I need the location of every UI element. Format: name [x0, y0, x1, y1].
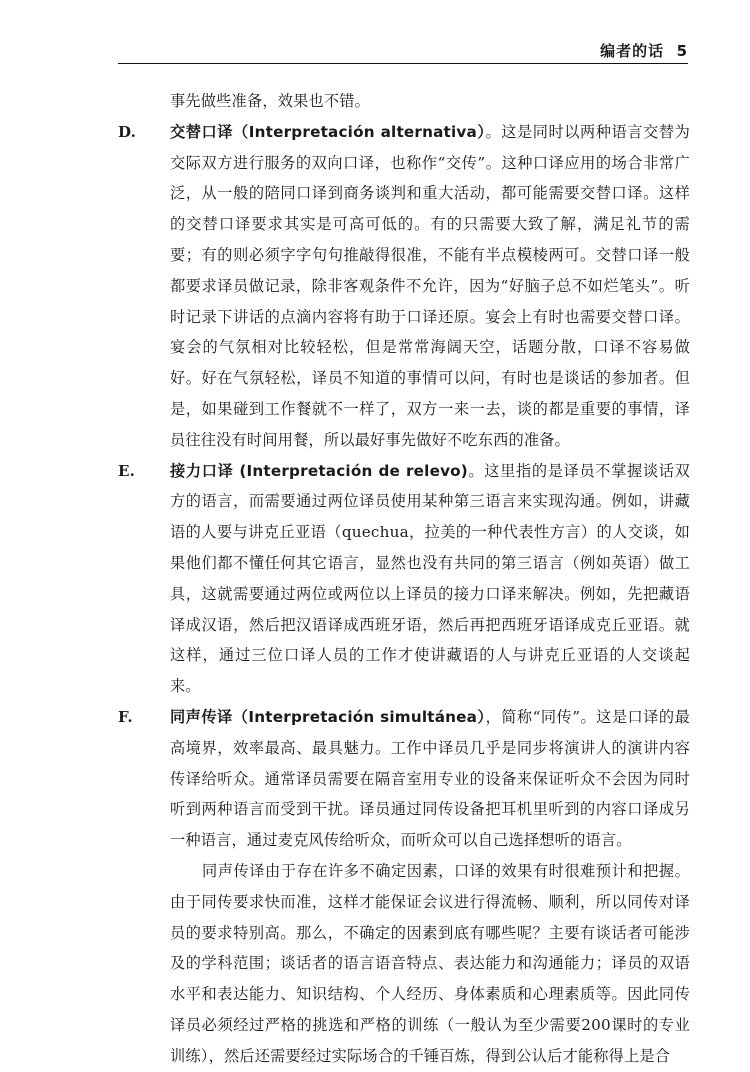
list-marker: E. — [118, 461, 136, 480]
list-item-e — [118, 456, 690, 702]
item-text: 。这是同时以两种语言交替为交际双方进行服务的双向口译，也称作“交传”。这种口译应用的场合非常广泛，从一般的陪同口译到商务谈判和重大活动，都可能需要交替口译。这样的交替口译要求其实是可高可低的。有的只需要大致了解，满足礼节的需要；有的则必须字字句句推敲得很准，不能有半点模棱两可。交替口译一般都要求译员做记录，除非客观条件不允许，因为“好脑子总不如烂笔头”。听时记录下讲话的点滴内容将有助于口译还原。宴会上有时也需要交替口译。宴会的气氛相对比较轻松，但是常常海阔天空，话题分散，口译不容易做好。好在气氛轻松，译员不知道的事情可以问，有时也是谈话的参加者。但是，如果碰到工作餐就不一样了，双方一来一去，谈的都是重要的事情，译员往往没有时间用餐，所以最好事先做好不吃东西的准备。 — [170, 122, 690, 449]
page-body — [118, 86, 690, 1072]
closing-paragraph: 同声传译由于存在许多不确定因素，口译的效果有时很难预计和把握。由于同传要求快而准，这样才能保证会议进行得流畅、顺利，所以同传对译员的要求特别高。那么，不确定的因素到底有哪些呢？主要有谈话者可能涉及的学科范围；谈话者的语言语音特点、表达能力和沟通能力；译员的双语水平和表达能力、知识结构、个人经历、身体素质和心理素质等。因此同传译员必须经过严格的挑选和严格的训练（一般认为至少需要200课时的专业训练），然后还需要经过实际场合的千锤百炼，得到公认后才能称得上是合 — [170, 861, 690, 1065]
intro-continuation: 事先做些准备，效果也不错。 — [170, 92, 371, 110]
running-header — [118, 40, 688, 64]
header-rule — [118, 63, 688, 64]
header-text — [600, 40, 688, 61]
page-number: 5 — [676, 42, 688, 60]
term-heading: 同声传译（Interpretación simultánea） — [170, 707, 486, 726]
list-marker: D. — [118, 122, 137, 141]
item-text: 。这里指的是译员不掌握谈话双方的语言，而需要通过两位译员使用某种第三语言来实现沟通。例如，讲藏语的人要与讲克丘亚语（quechua，拉美的一种代表性方言）的人交谈，如果他们都不懂任何其它语言，显然也没有共同的第三语言（例如英语）做工具，这就需要通过两位或两位以上译员的接力口译来解决。例如，先把藏语译成汉语，然后把汉语译成西班牙语，然后再把西班牙语译成克丘亚语。就这样，通过三位口译人员的工作才使讲藏语的人与讲克丘亚语的人交谈起来。 — [170, 461, 690, 696]
header-title: 编者的话 — [600, 42, 665, 60]
item-text: ，简称“同传”。这是口译的最高境界，效率最高、最具魅力。工作中译员几乎是同步将演讲人的演讲内容传译给听众。通常译员需要在隔音室用专业的设备来保证听众不会因为同时听到两种语言而受到干扰。译员通过同传设备把耳机里听到的内容口译成另一种语言，通过麦克风传给听众，而听众可以自己选择想听的语言。 — [170, 707, 690, 850]
list-item-f — [118, 702, 690, 856]
list-item-d — [118, 117, 690, 456]
list-marker: F. — [118, 707, 133, 726]
term-heading: 交替口译（Interpretación alternativa） — [170, 122, 486, 141]
term-heading: 接力口译 (Interpretación de relevo) — [170, 461, 468, 480]
